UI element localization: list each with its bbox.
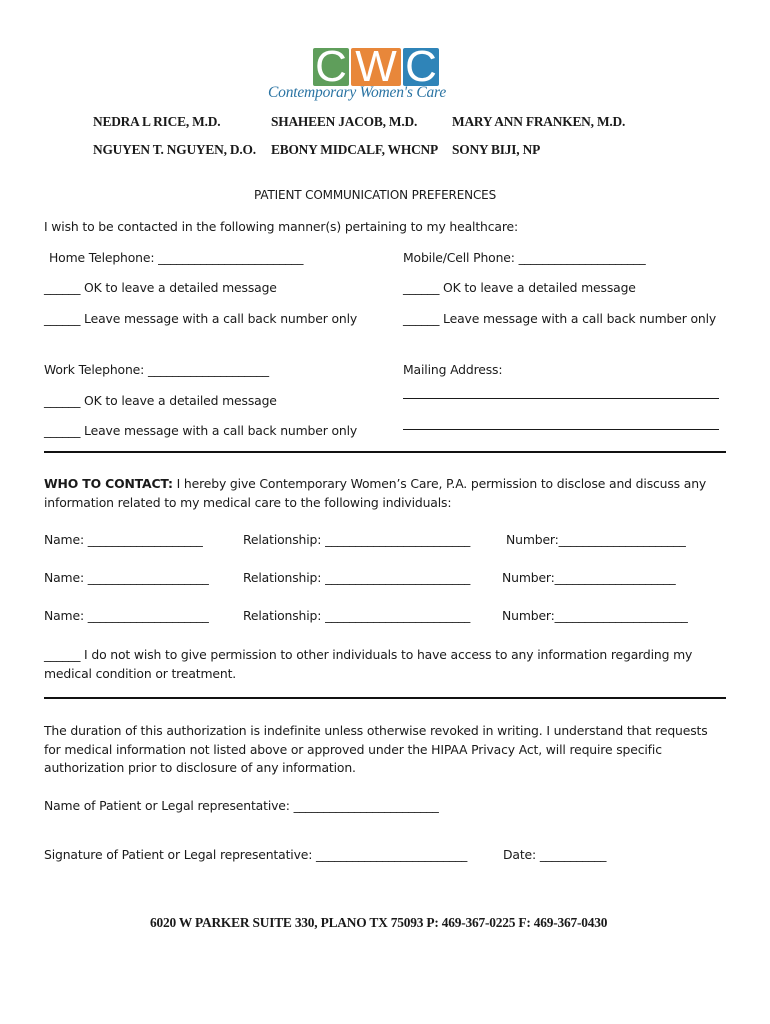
home-ok-detailed-option[interactable]: ______ OK to leave a detailed message [44,280,277,295]
logo-letter-w: W [351,48,401,86]
contact-relationship-field[interactable]: Relationship: ________________________ [243,532,471,547]
logo-letter-c1: C [313,48,349,86]
authorization-text: The duration of this authorization is indefinite unless otherwise revoked in writing. I understand that requests for medical information not listed above or approved under the HIPAA Privacy Act, will require specific authorization prior to disclosure of any information. [44,723,708,775]
logo-letter-c2: C [403,48,439,86]
section-divider [44,451,726,453]
work-callback-option[interactable]: ______ Leave message with a call back number only [44,423,358,438]
no-permission-option[interactable]: ______ I do not wish to give permission to other individuals to have access to any information regarding my medical condition or treatment. [44,647,693,681]
mailing-address-label: Mailing Address: [403,362,503,377]
provider-name: NGUYEN T. NGUYEN, D.O. [93,142,256,157]
contact-name-field[interactable]: Name: ____________________ [44,608,209,623]
contact-number-field[interactable]: Number:_____________________ [506,532,686,547]
logo-tagline: Contemporary Women's Care [268,84,446,101]
signature-field[interactable]: Signature of Patient or Legal representative: _________________________ [44,847,468,862]
mailing-address-line-2[interactable] [403,429,719,430]
form-title: PATIENT COMMUNICATION PREFERENCES [254,188,497,202]
provider-name: SHAHEEN JACOB, M.D. [271,114,418,129]
mailing-address-line-1[interactable] [403,398,719,399]
home-telephone-field[interactable]: Home Telephone: ________________________ [49,250,304,265]
mobile-ok-detailed-option[interactable]: ______ OK to leave a detailed message [403,280,636,295]
home-callback-option[interactable]: ______ Leave message with a call back number only [44,311,358,326]
contact-relationship-field[interactable]: Relationship: ________________________ [243,608,471,623]
who-to-contact-text: WHO TO CONTACT: I hereby give Contemporary Women’s Care, P.A. permission to disclose and discuss any information related to my medical care to the following individuals: [44,476,707,510]
cwc-logo [268,42,468,104]
provider-name: SONY BIJI, NP [452,142,541,157]
contact-name-field[interactable]: Name: ____________________ [44,570,209,585]
patient-name-field[interactable]: Name of Patient or Legal representative: ________________________ [44,798,439,813]
footer-address: 6020 W PARKER SUITE 330, PLANO TX 75093 P: 469-367-0225 F: 469-367-0430 [150,915,608,930]
who-to-contact-label: WHO TO CONTACT: [44,476,173,491]
intro-text: I wish to be contacted in the following manner(s) pertaining to my healthcare: [44,219,519,234]
contact-number-field[interactable]: Number:____________________ [502,570,676,585]
provider-name: MARY ANN FRANKEN, M.D. [452,114,626,129]
work-ok-detailed-option[interactable]: ______ OK to leave a detailed message [44,393,277,408]
provider-name: NEDRA L RICE, M.D. [93,114,221,129]
mobile-phone-field[interactable]: Mobile/Cell Phone: _____________________ [403,250,646,265]
contact-number-field[interactable]: Number:______________________ [502,608,688,623]
work-telephone-field[interactable]: Work Telephone: ____________________ [44,362,269,377]
provider-name: EBONY MIDCALF, WHCNP [271,142,438,157]
date-field[interactable]: Date: ___________ [503,847,607,862]
mobile-callback-option[interactable]: ______ Leave message with a call back number only [403,311,717,326]
section-divider [44,697,726,699]
contact-name-field[interactable]: Name: ___________________ [44,532,203,547]
contact-relationship-field[interactable]: Relationship: ________________________ [243,570,471,585]
